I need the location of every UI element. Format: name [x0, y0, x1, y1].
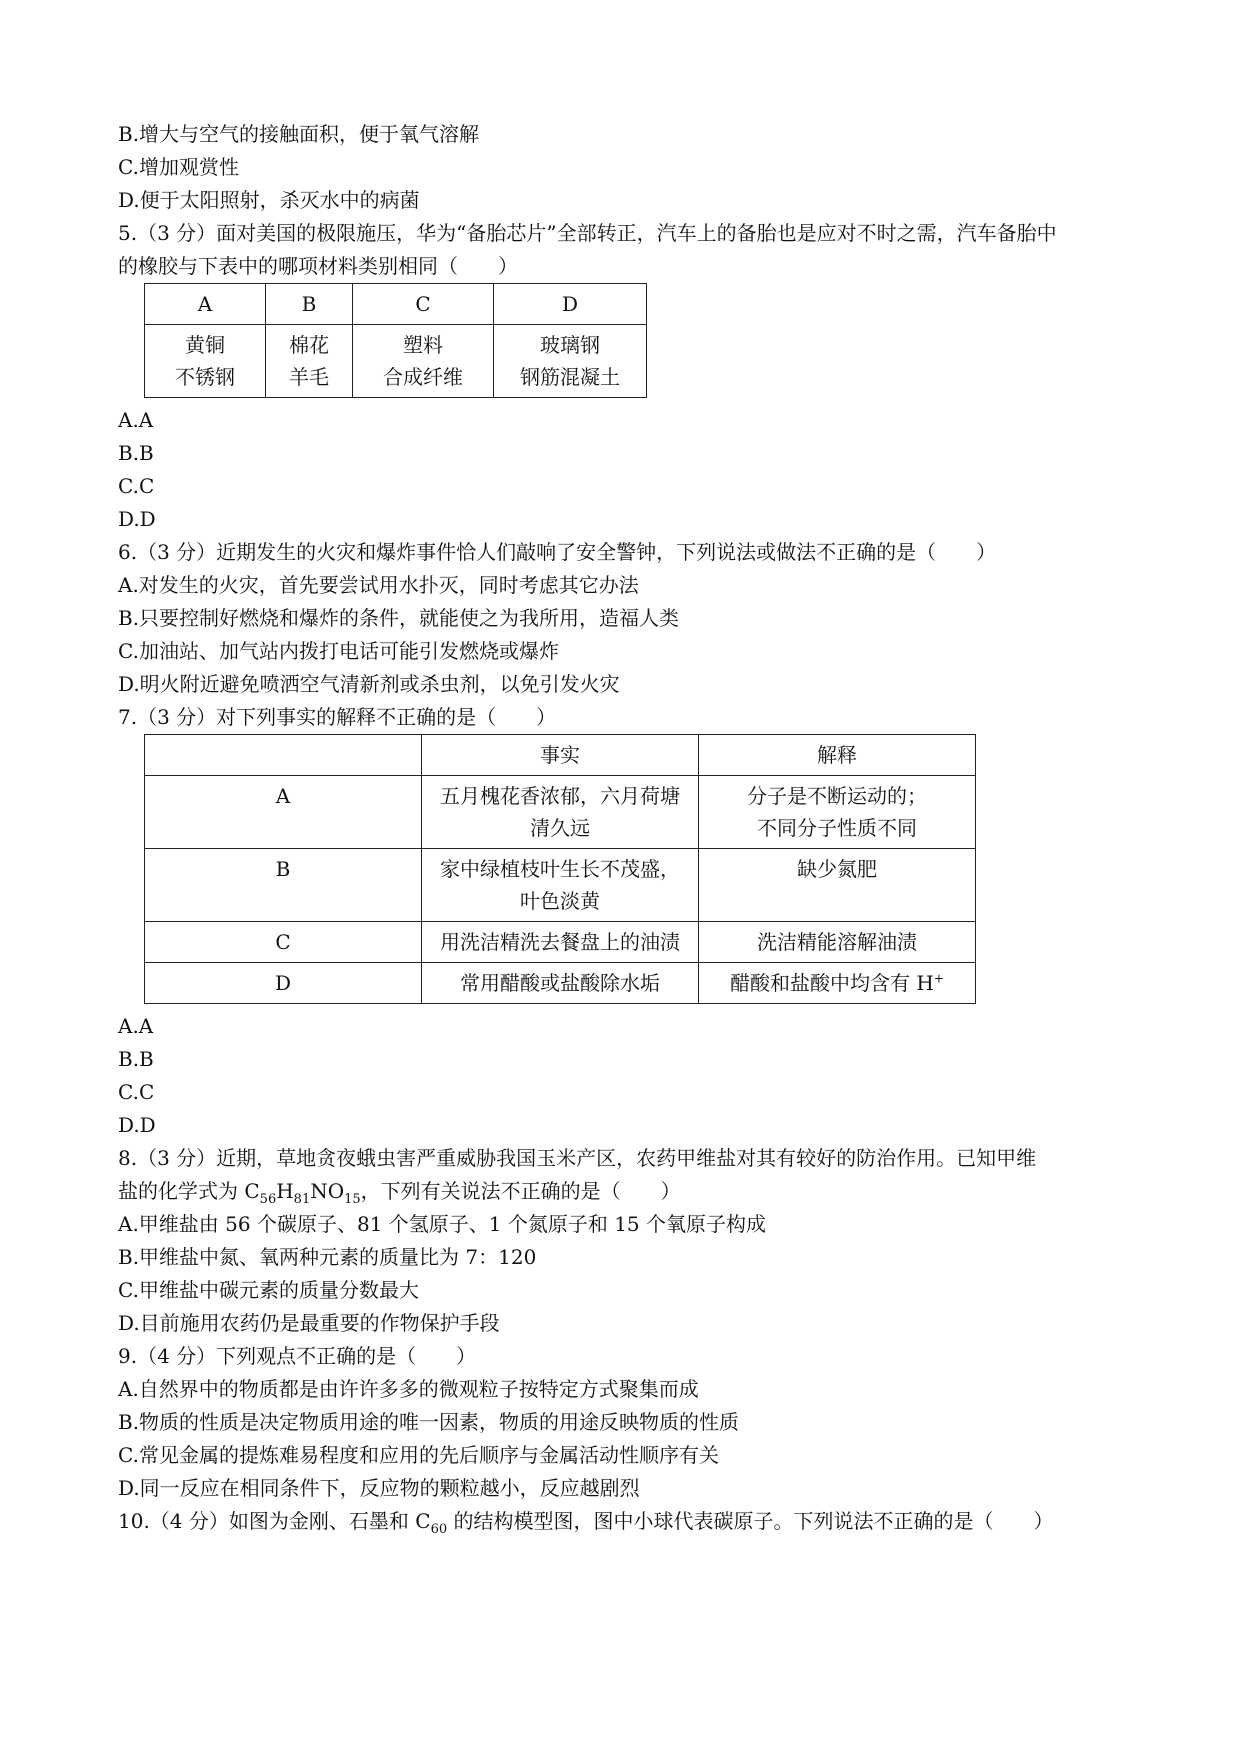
q7-row-a-explanation: 分子是不断运动的； 不同分子性质不同	[699, 776, 976, 849]
q6-option-d: D.明火附近避免喷洒空气清新剂或杀虫剂，以免引发火灾	[118, 672, 620, 696]
q5-header-a: A	[145, 284, 266, 325]
q7-row-b-explanation: 缺少氮肥	[699, 849, 976, 922]
q9-option-d: D.同一反应在相同条件下，反应物的颗粒越小，反应越剧烈	[118, 1476, 640, 1500]
q7-row-a	[145, 776, 976, 849]
q7-row-a-fact: 五月槐花香浓郁，六月荷塘 清久远	[422, 776, 699, 849]
q4-option-c: C.增加观赏性	[118, 155, 239, 179]
q7-row-b-key: B	[145, 849, 422, 922]
q7-option-c: C.C	[118, 1080, 155, 1104]
q7-row-d-key: D	[145, 963, 422, 1004]
q6-option-c: C.加油站、加气站内拨打电话可能引发燃烧或爆炸	[118, 639, 559, 663]
q8-option-b: B.甲维盐中氮、氧两种元素的质量比为 7：120	[118, 1245, 537, 1269]
q5-cell-d: 玻璃钢 钢筋混凝土	[494, 325, 647, 398]
q7-header-key	[145, 735, 422, 776]
q7-row-a-key: A	[145, 776, 422, 849]
q8-option-c: C.甲维盐中碳元素的质量分数最大	[118, 1278, 419, 1302]
q5-option-c: C.C	[118, 474, 155, 498]
q9-option-b: B.物质的性质是决定物质用途的唯一因素，物质的用途反映物质的性质	[118, 1410, 740, 1434]
q7-option-a: A.A	[118, 1014, 154, 1038]
q7-option-b: B.B	[118, 1047, 154, 1071]
q5-cell-a: 黄铜 不锈钢	[145, 325, 266, 398]
q8-stem-line2: 盐的化学式为 $C_{56}H_{81}NO_{15}$，下列有关说法不正确的是（ ）	[118, 1179, 681, 1207]
q5-table-body-row	[145, 325, 647, 398]
q5-option-b: B.B	[118, 441, 154, 465]
q7-row-c	[145, 922, 976, 963]
q8-stem-line1: 8.（3 分）近期，草地贪夜蛾虫害严重威胁我国玉米产区，农药甲维盐对其有较好的防治作用。已知甲维	[118, 1146, 1037, 1170]
q4-option-b: B.增大与空气的接触面积，便于氧气溶解	[118, 122, 480, 146]
q7-header-fact: 事实	[422, 735, 699, 776]
q7-row-d	[145, 963, 976, 1004]
q7-row-c-explanation: 洗洁精能溶解油渍	[699, 922, 976, 963]
q5-header-d: D	[494, 284, 647, 325]
q6-option-b: B.只要控制好燃烧和爆炸的条件，就能使之为我所用，造福人类	[118, 606, 680, 630]
q7-fact-table	[144, 734, 976, 1004]
q5-header-b: B	[266, 284, 353, 325]
q9-option-a: A.自然界中的物质都是由许许多多的微观粒子按特定方式聚集而成	[118, 1377, 699, 1401]
q7-table-header-row	[145, 735, 976, 776]
q5-material-table	[144, 283, 647, 398]
q6-stem: 6.（3 分）近期发生的火灾和爆炸事件恰人们敲响了安全警钟，下列说法或做法不正确的是（ ）	[118, 540, 997, 564]
q6-option-a: A.对发生的火灾，首先要尝试用水扑灭，同时考虑其它办法	[118, 573, 639, 597]
q7-stem: 7.（3 分）对下列事实的解释不正确的是（ ）	[118, 705, 557, 729]
q7-row-c-key: C	[145, 922, 422, 963]
q7-header-explanation: 解释	[699, 735, 976, 776]
q5-option-a: A.A	[118, 408, 154, 432]
q5-cell-b: 棉花 羊毛	[266, 325, 353, 398]
q5-header-c: C	[353, 284, 494, 325]
q7-row-b-fact: 家中绿植枝叶生长不茂盛， 叶色淡黄	[422, 849, 699, 922]
q5-table-header-row	[145, 284, 647, 325]
q5-stem-line2: 的橡胶与下表中的哪项材料类别相同（ ）	[118, 254, 518, 278]
q9-stem: 9.（4 分）下列观点不正确的是（ ）	[118, 1344, 477, 1368]
q8-option-d: D.目前施用农药仍是最重要的作物保护手段	[118, 1311, 500, 1335]
q7-row-c-fact: 用洗洁精洗去餐盘上的油渍	[422, 922, 699, 963]
q4-option-d: D.便于太阳照射，杀灭水中的病菌	[118, 188, 420, 212]
q10-stem: 10.（4 分）如图为金刚、石墨和 $C_{60}$ 的结构模型图，图中小球代表碳原子。下列说法不正确的是（ ）	[118, 1509, 1054, 1537]
q9-option-c: C.常见金属的提炼难易程度和应用的先后顺序与金属活动性顺序有关	[118, 1443, 719, 1467]
q5-option-d: D.D	[118, 507, 156, 531]
q7-row-d-fact: 常用醋酸或盐酸除水垢	[422, 963, 699, 1004]
q5-cell-c: 塑料 合成纤维	[353, 325, 494, 398]
q7-option-d: D.D	[118, 1113, 156, 1137]
q7-row-d-explanation: 醋酸和盐酸中均含有 H+	[699, 963, 976, 1004]
q8-option-a: A.甲维盐由 56 个碳原子、81 个氢原子、1 个氮原子和 15 个氧原子构成	[118, 1212, 767, 1236]
q5-stem-line1: 5.（3 分）面对美国的极限施压，华为“备胎芯片”全部转正，汽车上的备胎也是应对不时之需，汽车备胎中	[118, 221, 1057, 245]
q7-row-b	[145, 849, 976, 922]
